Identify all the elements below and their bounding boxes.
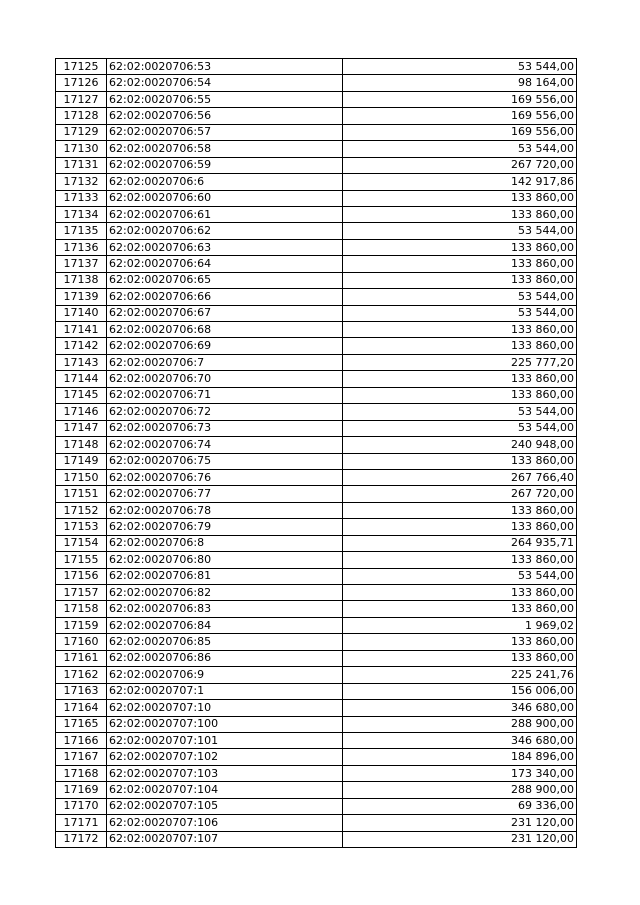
table-row — [56, 322, 577, 338]
cadastral-number-cell: 62:02:0020706:85 — [107, 634, 343, 650]
row-number-cell: 17161 — [56, 650, 107, 666]
table-row — [56, 634, 577, 650]
cadastral-number-cell: 62:02:0020706:75 — [107, 453, 343, 469]
value-cell: 142 917,86 — [343, 174, 577, 190]
cadastral-number-cell: 62:02:0020706:83 — [107, 601, 343, 617]
table-row — [56, 239, 577, 255]
table-row — [56, 387, 577, 403]
row-number-cell: 17159 — [56, 617, 107, 633]
row-number-cell: 17172 — [56, 831, 107, 847]
value-cell: 169 556,00 — [343, 91, 577, 107]
row-number-cell: 17168 — [56, 765, 107, 781]
value-cell: 231 120,00 — [343, 815, 577, 831]
row-number-cell: 17158 — [56, 601, 107, 617]
row-number-cell: 17163 — [56, 683, 107, 699]
table-row — [56, 420, 577, 436]
cadastral-number-cell: 62:02:0020706:76 — [107, 469, 343, 485]
table-row — [56, 174, 577, 190]
table-row — [56, 141, 577, 157]
value-cell: 133 860,00 — [343, 634, 577, 650]
row-number-cell: 17164 — [56, 700, 107, 716]
cadastral-number-cell: 62:02:0020706:62 — [107, 223, 343, 239]
cadastral-number-cell: 62:02:0020706:56 — [107, 108, 343, 124]
row-number-cell: 17141 — [56, 322, 107, 338]
cadastral-number-cell: 62:02:0020706:61 — [107, 206, 343, 222]
table-row — [56, 59, 577, 75]
cadastral-number-cell: 62:02:0020706:64 — [107, 256, 343, 272]
value-cell: 133 860,00 — [343, 519, 577, 535]
value-cell: 133 860,00 — [343, 502, 577, 518]
value-cell: 53 544,00 — [343, 141, 577, 157]
table-row — [56, 552, 577, 568]
row-number-cell: 17133 — [56, 190, 107, 206]
row-number-cell: 17142 — [56, 338, 107, 354]
cadastral-number-cell: 62:02:0020706:69 — [107, 338, 343, 354]
table-row — [56, 667, 577, 683]
table-row — [56, 519, 577, 535]
table-row — [56, 716, 577, 732]
row-number-cell: 17140 — [56, 305, 107, 321]
table-body — [56, 59, 577, 848]
cadastral-number-cell: 62:02:0020707:107 — [107, 831, 343, 847]
value-cell: 53 544,00 — [343, 305, 577, 321]
cadastral-number-cell: 62:02:0020706:73 — [107, 420, 343, 436]
value-cell: 133 860,00 — [343, 601, 577, 617]
value-cell: 169 556,00 — [343, 108, 577, 124]
value-cell: 288 900,00 — [343, 716, 577, 732]
table-row — [56, 683, 577, 699]
value-cell: 133 860,00 — [343, 239, 577, 255]
row-number-cell: 17167 — [56, 749, 107, 765]
value-cell: 133 860,00 — [343, 322, 577, 338]
cadastral-number-cell: 62:02:0020706:74 — [107, 437, 343, 453]
value-cell: 133 860,00 — [343, 338, 577, 354]
row-number-cell: 17162 — [56, 667, 107, 683]
value-cell: 267 766,40 — [343, 469, 577, 485]
row-number-cell: 17171 — [56, 815, 107, 831]
value-cell: 133 860,00 — [343, 190, 577, 206]
value-cell: 1 969,02 — [343, 617, 577, 633]
value-cell: 133 860,00 — [343, 371, 577, 387]
value-cell: 98 164,00 — [343, 75, 577, 91]
value-cell: 133 860,00 — [343, 552, 577, 568]
value-cell: 288 900,00 — [343, 782, 577, 798]
row-number-cell: 17138 — [56, 272, 107, 288]
cadastral-number-cell: 62:02:0020706:70 — [107, 371, 343, 387]
cadastral-number-cell: 62:02:0020706:54 — [107, 75, 343, 91]
row-number-cell: 17150 — [56, 469, 107, 485]
table-row — [56, 700, 577, 716]
cadastral-number-cell: 62:02:0020706:53 — [107, 59, 343, 75]
value-cell: 267 720,00 — [343, 486, 577, 502]
row-number-cell: 17151 — [56, 486, 107, 502]
cadastral-number-cell: 62:02:0020707:101 — [107, 732, 343, 748]
row-number-cell: 17156 — [56, 568, 107, 584]
value-cell: 133 860,00 — [343, 206, 577, 222]
row-number-cell: 17146 — [56, 404, 107, 420]
table-row — [56, 617, 577, 633]
row-number-cell: 17144 — [56, 371, 107, 387]
value-cell: 346 680,00 — [343, 732, 577, 748]
cadastral-number-cell: 62:02:0020706:7 — [107, 354, 343, 370]
row-number-cell: 17145 — [56, 387, 107, 403]
table-row — [56, 453, 577, 469]
value-cell: 133 860,00 — [343, 650, 577, 666]
cadastral-number-cell: 62:02:0020706:67 — [107, 305, 343, 321]
row-number-cell: 17129 — [56, 124, 107, 140]
table-row — [56, 289, 577, 305]
cadastral-number-cell: 62:02:0020706:68 — [107, 322, 343, 338]
cadastral-number-cell: 62:02:0020707:102 — [107, 749, 343, 765]
table-row — [56, 223, 577, 239]
row-number-cell: 17126 — [56, 75, 107, 91]
row-number-cell: 17148 — [56, 437, 107, 453]
cadastral-number-cell: 62:02:0020706:80 — [107, 552, 343, 568]
value-cell: 173 340,00 — [343, 765, 577, 781]
row-number-cell: 17155 — [56, 552, 107, 568]
value-cell: 53 544,00 — [343, 404, 577, 420]
table-row — [56, 486, 577, 502]
row-number-cell: 17149 — [56, 453, 107, 469]
cadastral-number-cell: 62:02:0020706:81 — [107, 568, 343, 584]
table-row — [56, 798, 577, 814]
row-number-cell: 17154 — [56, 535, 107, 551]
table-row — [56, 782, 577, 798]
value-cell: 53 544,00 — [343, 223, 577, 239]
cadastral-number-cell: 62:02:0020707:104 — [107, 782, 343, 798]
value-cell: 240 948,00 — [343, 437, 577, 453]
table-row — [56, 338, 577, 354]
row-number-cell: 17137 — [56, 256, 107, 272]
cadastral-number-cell: 62:02:0020706:66 — [107, 289, 343, 305]
table-row — [56, 732, 577, 748]
row-number-cell: 17125 — [56, 59, 107, 75]
data-table — [55, 58, 577, 848]
cadastral-number-cell: 62:02:0020707:103 — [107, 765, 343, 781]
value-cell: 133 860,00 — [343, 585, 577, 601]
value-cell: 225 241,76 — [343, 667, 577, 683]
table-row — [56, 469, 577, 485]
table-row — [56, 272, 577, 288]
value-cell: 264 935,71 — [343, 535, 577, 551]
cadastral-number-cell: 62:02:0020706:78 — [107, 502, 343, 518]
value-cell: 156 006,00 — [343, 683, 577, 699]
value-cell: 225 777,20 — [343, 354, 577, 370]
cadastral-number-cell: 62:02:0020706:6 — [107, 174, 343, 190]
cadastral-number-cell: 62:02:0020707:106 — [107, 815, 343, 831]
value-cell: 231 120,00 — [343, 831, 577, 847]
table-row — [56, 437, 577, 453]
row-number-cell: 17127 — [56, 91, 107, 107]
row-number-cell: 17136 — [56, 239, 107, 255]
cadastral-number-cell: 62:02:0020706:8 — [107, 535, 343, 551]
table-row — [56, 535, 577, 551]
cadastral-number-cell: 62:02:0020706:79 — [107, 519, 343, 535]
value-cell: 267 720,00 — [343, 157, 577, 173]
row-number-cell: 17134 — [56, 206, 107, 222]
value-cell: 184 896,00 — [343, 749, 577, 765]
row-number-cell: 17139 — [56, 289, 107, 305]
value-cell: 133 860,00 — [343, 272, 577, 288]
table-row — [56, 601, 577, 617]
table-row — [56, 831, 577, 847]
cadastral-number-cell: 62:02:0020706:86 — [107, 650, 343, 666]
cadastral-number-cell: 62:02:0020706:82 — [107, 585, 343, 601]
cadastral-number-cell: 62:02:0020706:59 — [107, 157, 343, 173]
cadastral-number-cell: 62:02:0020706:65 — [107, 272, 343, 288]
row-number-cell: 17128 — [56, 108, 107, 124]
cadastral-number-cell: 62:02:0020706:84 — [107, 617, 343, 633]
table-row — [56, 157, 577, 173]
row-number-cell: 17130 — [56, 141, 107, 157]
row-number-cell: 17165 — [56, 716, 107, 732]
row-number-cell: 17132 — [56, 174, 107, 190]
value-cell: 53 544,00 — [343, 59, 577, 75]
value-cell: 169 556,00 — [343, 124, 577, 140]
row-number-cell: 17170 — [56, 798, 107, 814]
row-number-cell: 17157 — [56, 585, 107, 601]
cadastral-number-cell: 62:02:0020707:1 — [107, 683, 343, 699]
table-row — [56, 91, 577, 107]
table-row — [56, 354, 577, 370]
table-row — [56, 502, 577, 518]
value-cell: 53 544,00 — [343, 289, 577, 305]
row-number-cell: 17153 — [56, 519, 107, 535]
row-number-cell: 17135 — [56, 223, 107, 239]
table-row — [56, 206, 577, 222]
table-row — [56, 305, 577, 321]
cadastral-number-cell: 62:02:0020706:58 — [107, 141, 343, 157]
cadastral-number-cell: 62:02:0020706:60 — [107, 190, 343, 206]
row-number-cell: 17147 — [56, 420, 107, 436]
cadastral-number-cell: 62:02:0020707:100 — [107, 716, 343, 732]
table-row — [56, 585, 577, 601]
table-row — [56, 765, 577, 781]
row-number-cell: 17143 — [56, 354, 107, 370]
table-row — [56, 650, 577, 666]
cadastral-number-cell: 62:02:0020706:9 — [107, 667, 343, 683]
cadastral-number-cell: 62:02:0020706:71 — [107, 387, 343, 403]
value-cell: 53 544,00 — [343, 568, 577, 584]
cadastral-number-cell: 62:02:0020706:55 — [107, 91, 343, 107]
table-row — [56, 815, 577, 831]
row-number-cell: 17152 — [56, 502, 107, 518]
cadastral-number-cell: 62:02:0020707:10 — [107, 700, 343, 716]
table-row — [56, 256, 577, 272]
value-cell: 133 860,00 — [343, 256, 577, 272]
table-row — [56, 749, 577, 765]
cadastral-number-cell: 62:02:0020706:77 — [107, 486, 343, 502]
table-row — [56, 108, 577, 124]
table-row — [56, 568, 577, 584]
value-cell: 69 336,00 — [343, 798, 577, 814]
cadastral-number-cell: 62:02:0020706:57 — [107, 124, 343, 140]
value-cell: 133 860,00 — [343, 453, 577, 469]
value-cell: 133 860,00 — [343, 387, 577, 403]
value-cell: 346 680,00 — [343, 700, 577, 716]
row-number-cell: 17131 — [56, 157, 107, 173]
row-number-cell: 17166 — [56, 732, 107, 748]
cadastral-number-cell: 62:02:0020706:72 — [107, 404, 343, 420]
value-cell: 53 544,00 — [343, 420, 577, 436]
table-row — [56, 404, 577, 420]
row-number-cell: 17169 — [56, 782, 107, 798]
cadastral-number-cell: 62:02:0020707:105 — [107, 798, 343, 814]
cadastral-number-cell: 62:02:0020706:63 — [107, 239, 343, 255]
table-row — [56, 190, 577, 206]
table-row — [56, 75, 577, 91]
table-row — [56, 124, 577, 140]
table-row — [56, 371, 577, 387]
row-number-cell: 17160 — [56, 634, 107, 650]
